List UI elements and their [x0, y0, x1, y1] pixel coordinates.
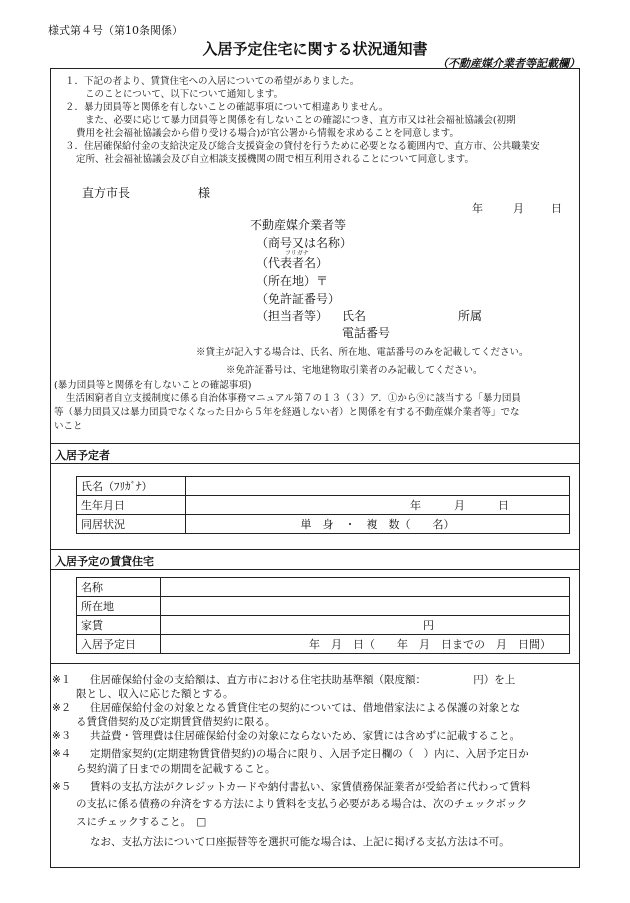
agent-trade-name: （商号又は名称）	[256, 236, 353, 250]
housing-name-label: 名称	[77, 578, 161, 597]
footnote-4-line-2: ら契約満了日までの期間を記載すること。	[76, 763, 276, 775]
housing-heading: 入居予定の賃貸住宅	[55, 555, 154, 568]
footnote-2-line-2: る賃貸借契約及び定期賃貸借契約に限る。	[76, 716, 276, 728]
footnote-5-line-3[interactable]: スにチェックすること。 □	[76, 816, 207, 828]
resident-household-label: 同居状況	[77, 515, 186, 534]
footnote-3-line-1: 共益費・管理費は住居確保給付金の対象にならないため、家賃には含めずに記載すること。	[90, 730, 521, 742]
housing-rent-label: 家賃	[77, 616, 161, 635]
resident-row-birth	[77, 496, 570, 515]
housing-row-date	[77, 635, 570, 654]
date-month-label: 月	[513, 202, 524, 215]
confirm-heading: (暴力団員等と関係を有しないことの確認事項)	[54, 380, 252, 391]
footnote-4-line-1: 定期借家契約(定期建物賃貸借契約)の場合に限り、入居予定日欄の（ ）内に、入居予定日か	[90, 748, 529, 760]
housing-date-value[interactable]: 年 月 日（ 年 月 日までの 月 日間）	[161, 635, 570, 654]
agent-contact: （担当者等）	[256, 309, 329, 323]
agent-address: （所在地）〒	[256, 274, 329, 288]
housing-address-label: 所在地	[77, 597, 161, 616]
agent-heading: 不動産媒介業者等	[250, 218, 347, 232]
housing-row-name	[77, 578, 570, 597]
resident-row-name	[77, 477, 570, 496]
resident-name-label: 氏名（ﾌﾘｶﾞﾅ）	[77, 477, 186, 496]
notice-2c: 費用を社会福祉協議会から借り受ける場合)が官公署から情報を求めることを同意します。	[76, 128, 459, 139]
notice-2: ２．暴力団員等と関係を有しないことの確認事項について相違ありません。	[65, 102, 389, 113]
notice-1: １．下記の者より、賃貸住宅への入居についての希望がありました。	[65, 76, 360, 87]
confirm-line-1: 生活困窮者自立支援制度に係る自治体事務マニュアル第７の１３（３）ア．①から⑨に該当する「暴力団員	[66, 393, 521, 404]
agent-note-2: ※免許証番号は、宅地建物取引業者のみ記載してください。	[226, 365, 483, 376]
housing-row-rent	[77, 616, 570, 635]
resident-birth-label: 生年月日	[77, 496, 186, 515]
footnote-4-mark: ※４	[52, 748, 72, 760]
resident-heading: 入居予定者	[55, 449, 110, 462]
footnote-2-line-1: 住居確保給付金の対象となる賃貸住宅の契約については、借地借家法による保護の対象とな	[90, 702, 521, 714]
footnote-5-line-1: 賃料の支払方法がクレジットカードや納付書払い、家賃債務保証業者が受給者に代わって賃料	[90, 781, 531, 793]
housing-table	[76, 577, 570, 654]
resident-table	[76, 476, 570, 534]
housing-address-value[interactable]	[161, 597, 570, 616]
agent-name-label: 氏名	[342, 309, 367, 323]
agent-dept-label: 所属	[458, 309, 483, 323]
honorific: 様	[198, 186, 211, 200]
agent-phone-label: 電話番号	[342, 326, 391, 340]
housing-row-address	[77, 597, 570, 616]
agent-representative: （代表者名）	[256, 256, 329, 270]
notice-3b: 定所、社会福祉協議会及び自立相談支援機関の間で相互利用されることについて同意します。	[76, 154, 475, 165]
page-title: 入居予定住宅に関する状況通知書	[202, 40, 428, 58]
agent-rep-ruby: フリガナ	[285, 250, 309, 257]
footnote-5-line-2: の支払に係る債務の弁済をする方法により賃料を支払う必要がある場合は、次のチェックボック	[76, 798, 528, 810]
footnote-2-mark: ※２	[52, 702, 72, 714]
housing-name-value[interactable]	[161, 578, 570, 597]
footnote-1-line-2: 限とし、収入に応じた額とする。	[76, 688, 234, 700]
resident-row-household	[77, 515, 570, 534]
footnote-1-mark: ※１	[52, 674, 72, 686]
agent-license: （免許証番号）	[256, 292, 341, 306]
addressee: 直方市長	[82, 186, 131, 200]
footnote-1-line-1: 住居確保給付金の支給額は、直方市における住宅扶助基準額（限度額： 円）を上	[90, 674, 516, 686]
footnote-3-mark: ※３	[52, 730, 72, 742]
date-day-label: 日	[551, 202, 562, 215]
housing-rent-value[interactable]: 円	[161, 616, 570, 635]
footnote-5-line-4: なお、支払方法について口座振替等を選択可能な場合は、上記に掲げる支払方法は不可。	[90, 836, 510, 848]
notice-2b: また、必要に応じて暴力団員等と関係を有しないことの確認につき、直方市又は社会福祉協議会(初期	[85, 115, 516, 126]
notice-3: ３．住居確保給付金の支給決定及び総合支援資金の貸付を行うために必要となる範囲内で、直方市、公共職業安	[65, 141, 540, 152]
resident-household-value[interactable]: 単 身 ・ 複 数（ 名）	[186, 515, 570, 534]
footnote-5-mark: ※５	[52, 781, 72, 793]
resident-name-value[interactable]	[186, 477, 570, 496]
agent-note-1: ※貸主が記入する場合は、氏名、所在地、電話番号のみを記載してください。	[196, 347, 529, 358]
housing-date-label: 入居予定日	[77, 635, 161, 654]
confirm-line-3: いこと	[54, 421, 83, 432]
resident-birth-value[interactable]: 年 月 日	[186, 496, 570, 515]
notice-1b: このことについて、以下について通知します。	[85, 89, 284, 100]
date-year-label: 年	[472, 202, 483, 215]
page-subtitle: （不動産媒介業者等記載欄）	[437, 57, 580, 70]
confirm-line-2: 等（暴力団員又は暴力団員でなくなった日から５年を経過しない者）と関係を有する不動産媒介業者等」でな	[54, 407, 520, 418]
form-number: 様式第４号（第10条関係）	[48, 24, 183, 37]
